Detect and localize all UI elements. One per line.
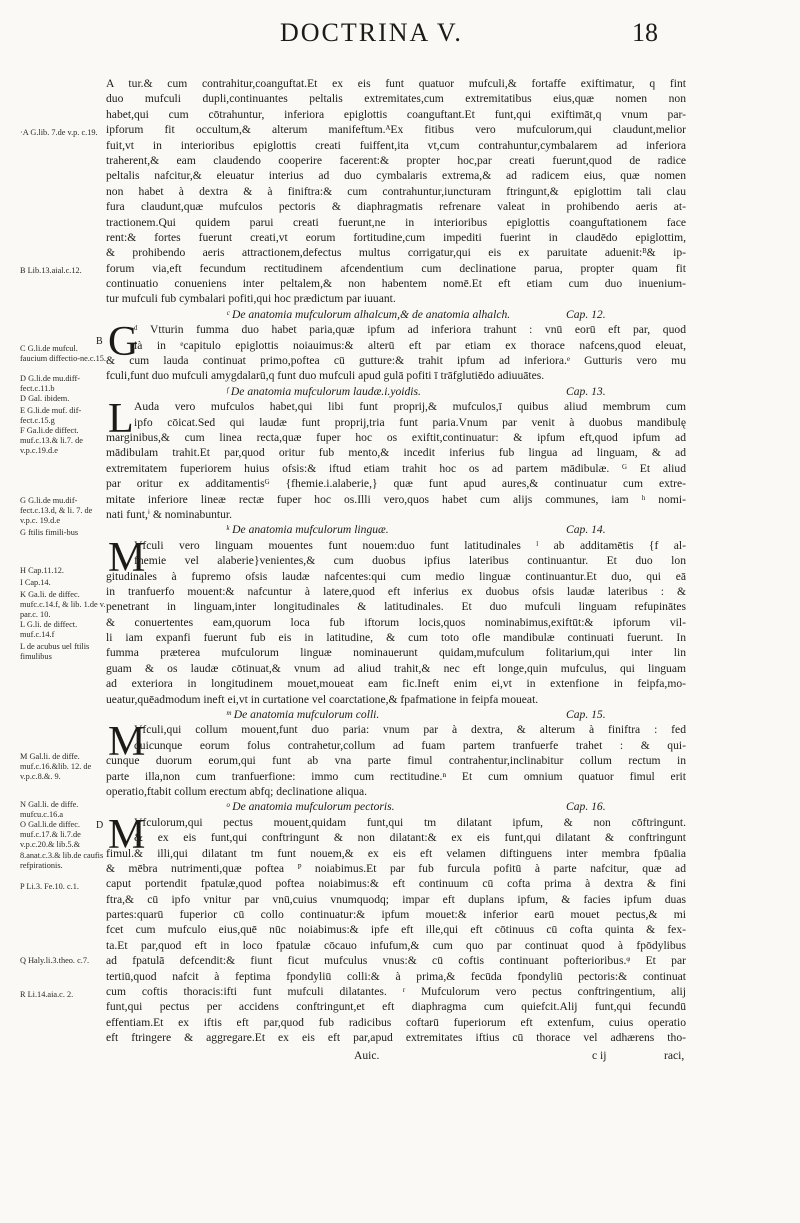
text-line: forum via,eft fecundum rectitudinem afcendentium cum declinatione parua, propter quam fit (106, 261, 686, 275)
signature-mark: c ij (592, 1049, 607, 1062)
text-line: non habet à dextra & à finiftra:& cum contrahuntur,iuncturam ftringunt,& epiglottim tali clau (106, 184, 686, 198)
margin-note: Q Haly.li.3.theo. c.7. (20, 956, 90, 965)
chapter-number: Cap. 13. (566, 384, 606, 398)
text-line: tractionem.Qui quidem parui creati fuerunt,ne in interioribus epiglottis coanguftationem face (106, 215, 686, 229)
text-line: ipforum fit occultum,& alterum manifeftum.ᴬEx fitibus vero mufculorum,qui claudunt,melior (106, 123, 686, 137)
margin-note: R Li.14.aia.c. 2. (20, 990, 74, 999)
text-line: caput portendit fpatulæ,quod poftea noiabimus:& eft continuum cū cofta prima à dextra & fini (106, 877, 686, 891)
margin-note: P Li.3. Fe.10. c.1. (20, 882, 79, 891)
text-line: Vfculorum,qui pectus mouent,quidam funt,qui tm dilatant ipfum, & non cōftringunt. (134, 815, 686, 829)
text-line: marginibus,& cum linea recta,quæ fuper hoc os exiftit,continuatur: & ipfum eft,quod ipfum ad (106, 430, 686, 444)
drop-capital: G (108, 319, 139, 366)
margin-note: E G.li.de muf. dif-fect.c.15.g (20, 406, 82, 426)
text-line: eft ftringere & aggregare.Et ex eis eft par,apud extremitates iftius cū thorace vel adhærens tho- (106, 1031, 686, 1045)
chapter-number: Cap. 14. (566, 523, 606, 537)
drop-capital: M (108, 534, 146, 581)
text-line: par oritur ex additamentisᴳ {fhemie.i.alaberie,} quæ funt apud aures,& continuatur cum extre- (106, 477, 686, 491)
text-line: ueatur,quēadmodum ineft ei,vt in curtatione vel coarctatione,& fpafmatione in feipfa moueat. (106, 692, 539, 706)
chapter-title: ᶠ De anatomia mufculorum laudæ.i.yoidis. (226, 384, 421, 398)
text-line: ᵈ Vtturin fumma duo habet paria,quæ ipfum ad inferiora trahunt : vnū eorū eft par, quod (134, 323, 686, 337)
text-line: fimul.& illi,qui dilatant tm funt nouem,& ex eis eft velamen diftinguens inter membra fpūalia (106, 846, 686, 860)
text-line: guam & os laudæ cōtinuat,& vnum ad aliud trahit,& nec eft longe,quin mufculus, qui linguam (106, 661, 686, 675)
margin-note: L G.li. de diffect. muf.c.14.f (20, 620, 78, 640)
chapter-title: ᵏ De anatomia mufculorum linguæ. (226, 523, 389, 537)
text-line: ià in ᵉcapitulo epiglottis noiauimus:& alterū eft par etiam ex thorace nafcens,quod eleuat, (134, 338, 686, 352)
text-line: & cum lauda continuat primo,poftea cū gutture:& trahit ipfum ad inferiora.ᵉ Gutturis vero mu (106, 354, 686, 368)
chapter-title: ᵒ De anatomia mufculorum pectoris. (226, 800, 395, 814)
text-line: peltalis nafcitur,& eleuatur interius ad duo cymbalaris extrema,& ad radicem eius, quæ nomen (106, 169, 686, 183)
margin-note: B Lib.13.aial.c.12. (20, 266, 82, 275)
drop-capital: L (108, 396, 134, 443)
drop-capital: M (108, 811, 146, 858)
text-line: ta.Et par,quod eft in loco fpatulæ cōcauo infufum,& cum quo par continuat quod à fpōdylibus (106, 938, 686, 952)
chapter-heading (106, 522, 686, 537)
side-letter: B (96, 336, 103, 347)
text-line: cunque duorum eorum,qui funt ab vna parte fimul contrahentur,inclinabitur collum rectum in (106, 754, 686, 768)
margin-notes (20, 76, 107, 1176)
text-line: parte illa,non cum tranfuerfione: immo cum rectitudine.ⁿ Et cum omnium quatuor fimul erit (106, 769, 686, 783)
text-line: mādibulam trahit.Et par,quod oritur fub mento,& incedit inferius fub lingua ad linguam, & ad (106, 446, 686, 460)
text-line: fumma præterea mufculorum linguæ nominauerunt quidam,mufculum folitarium,qui inter lin (106, 646, 686, 660)
margin-note: F Ga.li.de diffect. muf.c.13.& li.7. de v.p.c.19.d.e (20, 426, 83, 456)
catchword: raci, (664, 1049, 685, 1062)
margin-note: D G.li.de mu.diff-fect.c.11.b (20, 374, 80, 394)
margin-note: C G.li.de mufcul. faucium diffectio-ne.c.15. (20, 344, 107, 364)
margin-note: N Gal.li. de diffe. mufcu.c.16.a (20, 800, 79, 820)
text-line: penetrant in linguam,inter longitudinales & latitudinales. Et duo mufculi linguam refupinātes (106, 600, 686, 614)
chapter-number: Cap. 16. (566, 800, 606, 814)
text-line: fhemie vel alaberie}venientes,& cum duobus ipfius lateribus continuantur. Et duo lon (134, 554, 686, 568)
text-line: A tur.& cum contrahitur,coanguftat.Et ex eis funt quatuor mufculi,& fortaffe exiftimatur, q fint (106, 77, 686, 90)
text-line: rent:& fortes fuerunt creati,vt eorum fortitudine,cum impediti fuerint in claudēdo epiglottim, (106, 230, 686, 244)
text-line: cum coftis thoracis:ifti funt mufculi dilatantes. ʳ Mufculorum vero pectus conftringentium, alij (106, 985, 686, 999)
text-line: extremitatem fuperiorem huius ofsis:& iftud etiam trahit hoc os ad partem mādibulæ. ᴳ Et aliud (106, 461, 686, 475)
side-letter: D (96, 820, 104, 831)
main-text (106, 76, 686, 1062)
text-line: ftra,& cū ipfo vnitur par vnū,cuius vnumquodq; impar eft duplans ipfum, & facies ipfum duas (106, 892, 686, 906)
text-line: fuit,vt in interioribus epiglottis creati fuiffent,ita vt,cum contrahuntur,cymbalarem ad inferiora (106, 138, 686, 152)
chapter-heading (106, 307, 686, 322)
chapter-number: Cap. 12. (566, 307, 606, 321)
text-line: Auda vero mufculos habet,qui libi funt proprij,& mufculos,ī quibus aliud membrum cum (134, 400, 686, 414)
margin-note: O Gal.li.de diffec. muf.c.17.& li.7.de v.p.c.20.& lib.5.& 8.anat.c.3.& lib.de caufis refpirationis. (20, 820, 104, 870)
margin-note: G ftilis fimili-bus (20, 528, 79, 537)
margin-note: H Cap.11.12. (20, 566, 64, 575)
text-line: nati funt,ⁱ & nominabuntur. (106, 507, 233, 521)
text-line: effentiam.Et ex iftis eft par,quod fub radicibus coftarū fuperiorum eft extenfum, cuius operatio (106, 1015, 686, 1029)
text-line: Vfculi vero linguam mouentes funt nouem:duo funt latitudinales ˡ ab additamētis {f al- (134, 538, 686, 552)
margin-note: ·A G.lib. 7.de v.p. c.19. (20, 128, 98, 137)
chapter-heading (106, 799, 686, 814)
chapter-number: Cap. 15. (566, 708, 606, 722)
text-line: tertiū,quod nafcit à feptima fpondyliū colli:& à prima,& fecūda fpondyliū pectoris:& continuat (106, 969, 686, 983)
text-line: li iam expanfi fuerunt fub eis in latitudine, & cum toto ofle mandibulæ continuati fuerunt. In (106, 631, 686, 645)
margin-note: M Gal.li. de diffe. muf.c.16.&lib. 12. de v.p.c.8.&. 9. (20, 752, 92, 782)
text-line: partes:quarū fuperior cū collo continuatur:& ipfum mouet:& inferior earū mouet pectus,& mi (106, 908, 686, 922)
margin-note: I Cap.14. (20, 578, 51, 587)
text-line: ipfo cōicat.Sed qui laudæ funt proprij,tria funt paria.Vnum par venit à duobus mandibulę (134, 415, 686, 429)
text-line: duo mufculi dupli,continuantes peltalis extremitates,cum extremitatibus eius,quæ nomen non (106, 92, 686, 106)
chapter-heading (106, 384, 686, 399)
text-line: quicunque eorum folus contrahetur,collum ad fuam partem tranfuerfe trahet : & qui- (134, 738, 686, 752)
text-line: mitate inferiore lineæ rectæ fuper hoc os.Illi vero,quos habet cum alijs communes, iam ʰ nomi- (106, 492, 686, 506)
text-line: fculi,funt duo mufculi amygdalarū,q funt duo mufculi apud gulā pofiti ī trāfglutiēdo adiuuātes. (106, 369, 545, 383)
chapter-title: ᵐ De anatomia mufculorum colli. (226, 708, 380, 722)
text-line: in tranfuerfo mouent:& nafcuntur à latere,quod eft inferius ex duobus ofsis laudæ lateribus : & (106, 584, 686, 598)
drop-capital: M (108, 719, 146, 766)
text-line: fura claudunt,quæ mufculos pectoris & diaphragmatis refrenare valeat in prohibendo aeris at- (106, 200, 686, 214)
chapter-title: ᶜ De anatomia mufculorum alhalcum,& de anatomia alhalch. (226, 307, 511, 321)
text-line: Vfculi,qui collum mouent,funt duo paria: vnum par à dextra, & alterum à finiftra : fed (134, 723, 686, 737)
text-line: ad exteriora in longitudinem mouet,moueat eam fic.Ineft enim ei,vt in extenfione in feipfa,mo- (106, 677, 686, 691)
margin-note: G G.li.de mu.dif-fect.c.13.d, & li. 7. de v.p.c. 19.d.e (20, 496, 93, 526)
chapter-heading (106, 707, 686, 722)
margin-note: D Gal. ibidem. (20, 394, 70, 403)
running-head: DOCTRINA V. (280, 18, 463, 47)
text-line: tur mufculi fub cymbalari pofiti,qui hoc prædictum par iuuant. (106, 292, 396, 306)
text-line: & ex eis funt,qui conftringunt & non dilatant:& ex eis funt,qui dilatant & conftringunt (134, 831, 686, 845)
margin-note: K Ga.li. de diffec. mufc.c.14.f, & lib. 1.de v. par.c. 10. (20, 590, 106, 620)
text-line: gitudinales à fupremo ofsis laudæ nafcentes:qui cum medio linguæ continuantur.Et duo, qui eā (106, 569, 686, 583)
text-line: ad fpatulā defcendit:& fiunt ficut mufculus vnus:& cū coftis continuant pofterioribus.ᵠ Et par (106, 954, 686, 968)
text-line: & mēbra nutrimenti,quæ poftea ᴾ noiabimus.Et par fub furcula pofitū à parte nafcitur, quæ ad (106, 861, 686, 875)
text-line: traherent,& eam claudendo cooperire facerent:& propter hoc,par creati fuerunt,quod de radice (106, 153, 686, 167)
text-line: & prohibendo aeris attractionem,defectus multus corrigatur,qui eis ex paruitate aduenit:ᴮ& ip- (106, 246, 686, 260)
folio-number: 18 (632, 18, 658, 47)
catchword-left: Auic. (354, 1049, 380, 1062)
text-line: habet,qui cum cōtrahuntur, inferiora epiglottis coanguftant.Et funt,qui exiftimāt,q vnum par- (106, 107, 686, 121)
text-line: operatio,ftabit collum erectum abfq; declinatione aliqua. (106, 784, 368, 798)
text-line: fcet cum mufculo eius,quē nūc noiabimus:& ipfe eft ille,qui eft cōtinuus cū cofta quinta & fex- (106, 923, 686, 937)
text-line: funt,qui pectus per accidens conftringunt,et eft diaphragma cum quiefcit.Alij funt,qui fecundū (106, 1000, 686, 1014)
margin-note: L de acubus uel ftilis fimulibus (20, 642, 90, 662)
text-line: & conuertentes eam,quorum loca fub iftorum locis,quos nominabimus,exiftūt:& ipforum vil- (106, 615, 686, 629)
text-line: continuatio conueniens inter peltalem,& non habentem nomē.Et eft etiam cum duo inuenium- (106, 277, 686, 291)
